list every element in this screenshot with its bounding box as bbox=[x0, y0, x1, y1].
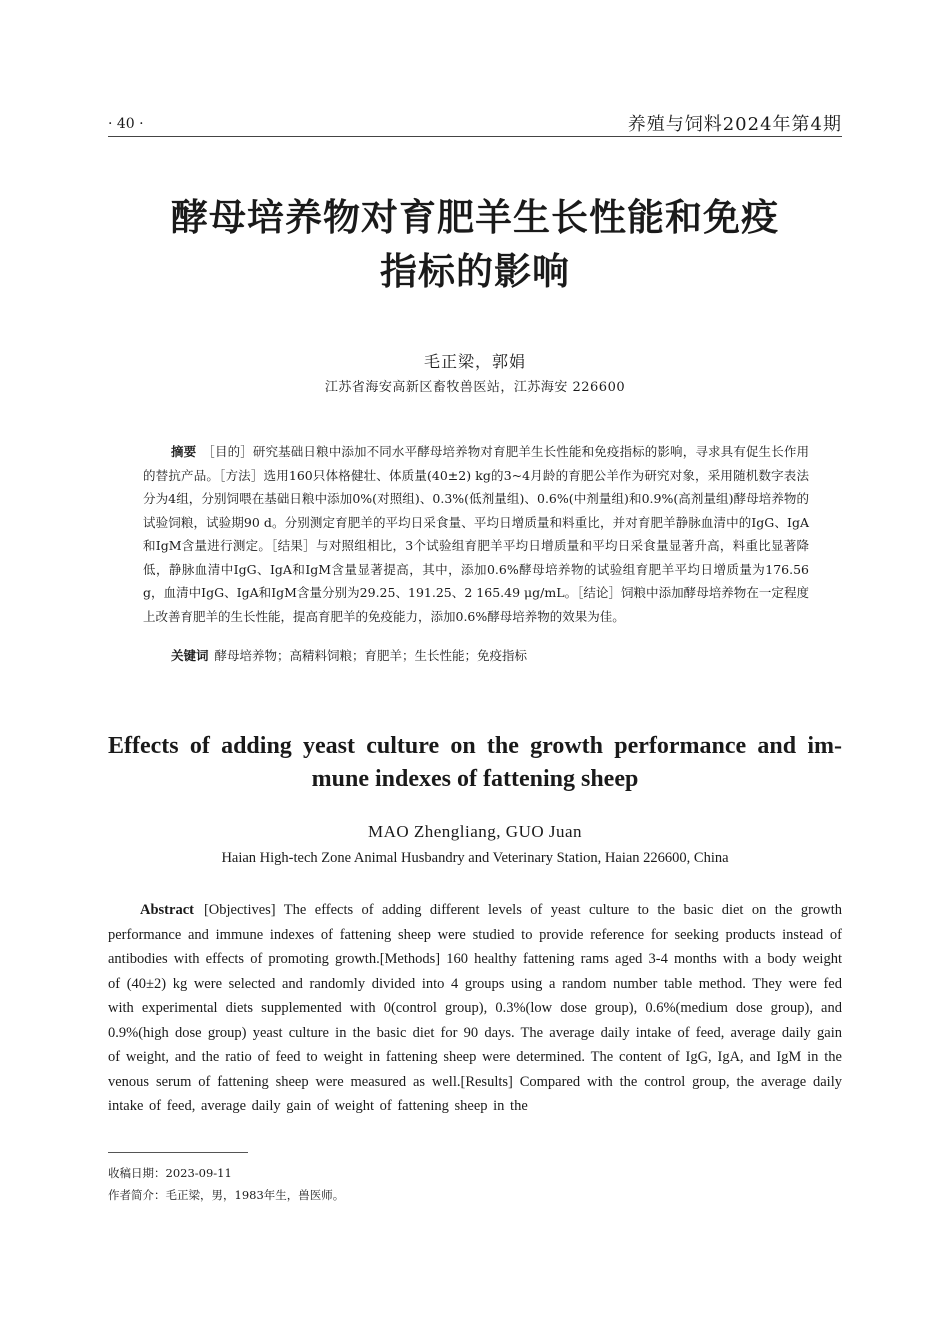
abstract-cn-text: ［目的］研究基础日粮中添加不同水平酵母培养物对育肥羊生长性能和免疫指标的影响，寻求具有促生长作用的替抗产品。［方法］选用160只体格健壮、体质量(40±2) kg的3~4月龄的育肥公羊作为研究对象，采用随机数字表法分为4组，分别饲喂在基础日粮中添加0%(对照组)、0.3%(低剂量组)、0.6%(中剂量组)和0.9%(高剂量组)酵母培养物的试验饲粮，试验期90 d。分别测定育肥羊的平均日采食量、平均日增质量和料重比，并对育肥羊静脉血清中的IgG、IgA和IgM含量进行测定。［结果］与对照组相比，3个试验组育肥羊平均日增质量和平均日采食量显著升高，料重比显著降低，静脉血清中IgG、IgA和IgM含量显著提高，其中，添加0.6%酵母培养物的试验组育肥羊平均日增质量为176.56 g，血清中IgG、IgA和IgM含量分别为29.25、191.25、2 165.49 μg/mL。［结论］饲粮中添加酵母培养物在一定程度上改善育肥羊的生长性能，提高育肥羊的免疫能力，添加0.6%酵母培养物的效果为佳。 bbox=[143, 444, 809, 624]
affiliation-en: Haian High-tech Zone Animal Husbandry and Veterinary Station, Haian 226600, China bbox=[221, 850, 729, 866]
page-number: · 40 · bbox=[108, 116, 144, 132]
title-cn-line1: 酵母培养物对育肥羊生长性能和免疫 bbox=[171, 196, 779, 239]
abstract-en-text: [Objectives] The effects of adding different levels of yeast culture to the basic diet on the growth performance and immune indexes of fattening sheep were studied to provide reference for seeking products instead of antibodies with effects of promoting growth.[Methods] 160 healthy fattening rams aged 3-4 months with a body weight of (40±2) kg were selected and randomly divided into 4 groups using a random number table method. They were fed with experimental diets supplemented with 0(control group), 0.3%(low dose group), 0.6%(medium dose group), and 0.9%(high dose group) yeast culture in the basic diet for 90 days. The average daily intake of feed, average daily gain of weight, and the ratio of feed to weight in fattening sheep were determined. The content of IgG, IgA, and IgM in the venous serum of fattening sheep were measured as well.[Results] Compared with the control group, the average daily intake of feed, average daily gain of weight of fattening sheep in the bbox=[108, 902, 842, 1114]
keywords-cn-text: 酵母培养物；高精料饲粮；育肥羊；生长性能；免疫指标 bbox=[214, 648, 528, 663]
abstract-en bbox=[108, 898, 842, 1119]
title-cn-line2: 指标的影响 bbox=[380, 250, 570, 293]
affiliation-cn: 江苏省海安高新区畜牧兽医站，江苏海安 226600 bbox=[324, 380, 626, 395]
authors-en: MAO Zhengliang, GUO Juan bbox=[367, 822, 583, 841]
abstract-cn-label: 摘要 bbox=[171, 444, 197, 459]
footnote-divider bbox=[108, 1152, 248, 1153]
footnote-received-date: 收稿日期：2023-09-11 bbox=[108, 1166, 232, 1180]
abstract-en-label: Abstract bbox=[140, 902, 194, 918]
footnote-author-bio: 作者简介：毛正梁，男，1983年生，兽医师。 bbox=[108, 1188, 345, 1202]
title-en-line2: mune indexes of fattening sheep bbox=[311, 766, 639, 792]
keywords-cn bbox=[171, 645, 811, 667]
title-en-line1: Effects of adding yeast culture on the growth performance and im- bbox=[108, 733, 842, 759]
running-header bbox=[108, 108, 842, 137]
keywords-cn-label: 关键词 bbox=[171, 648, 209, 663]
journal-issue: 养殖与饲料2024年第4期 bbox=[627, 114, 842, 135]
abstract-cn bbox=[143, 440, 809, 628]
authors-cn: 毛正梁，郭娟 bbox=[423, 352, 526, 371]
